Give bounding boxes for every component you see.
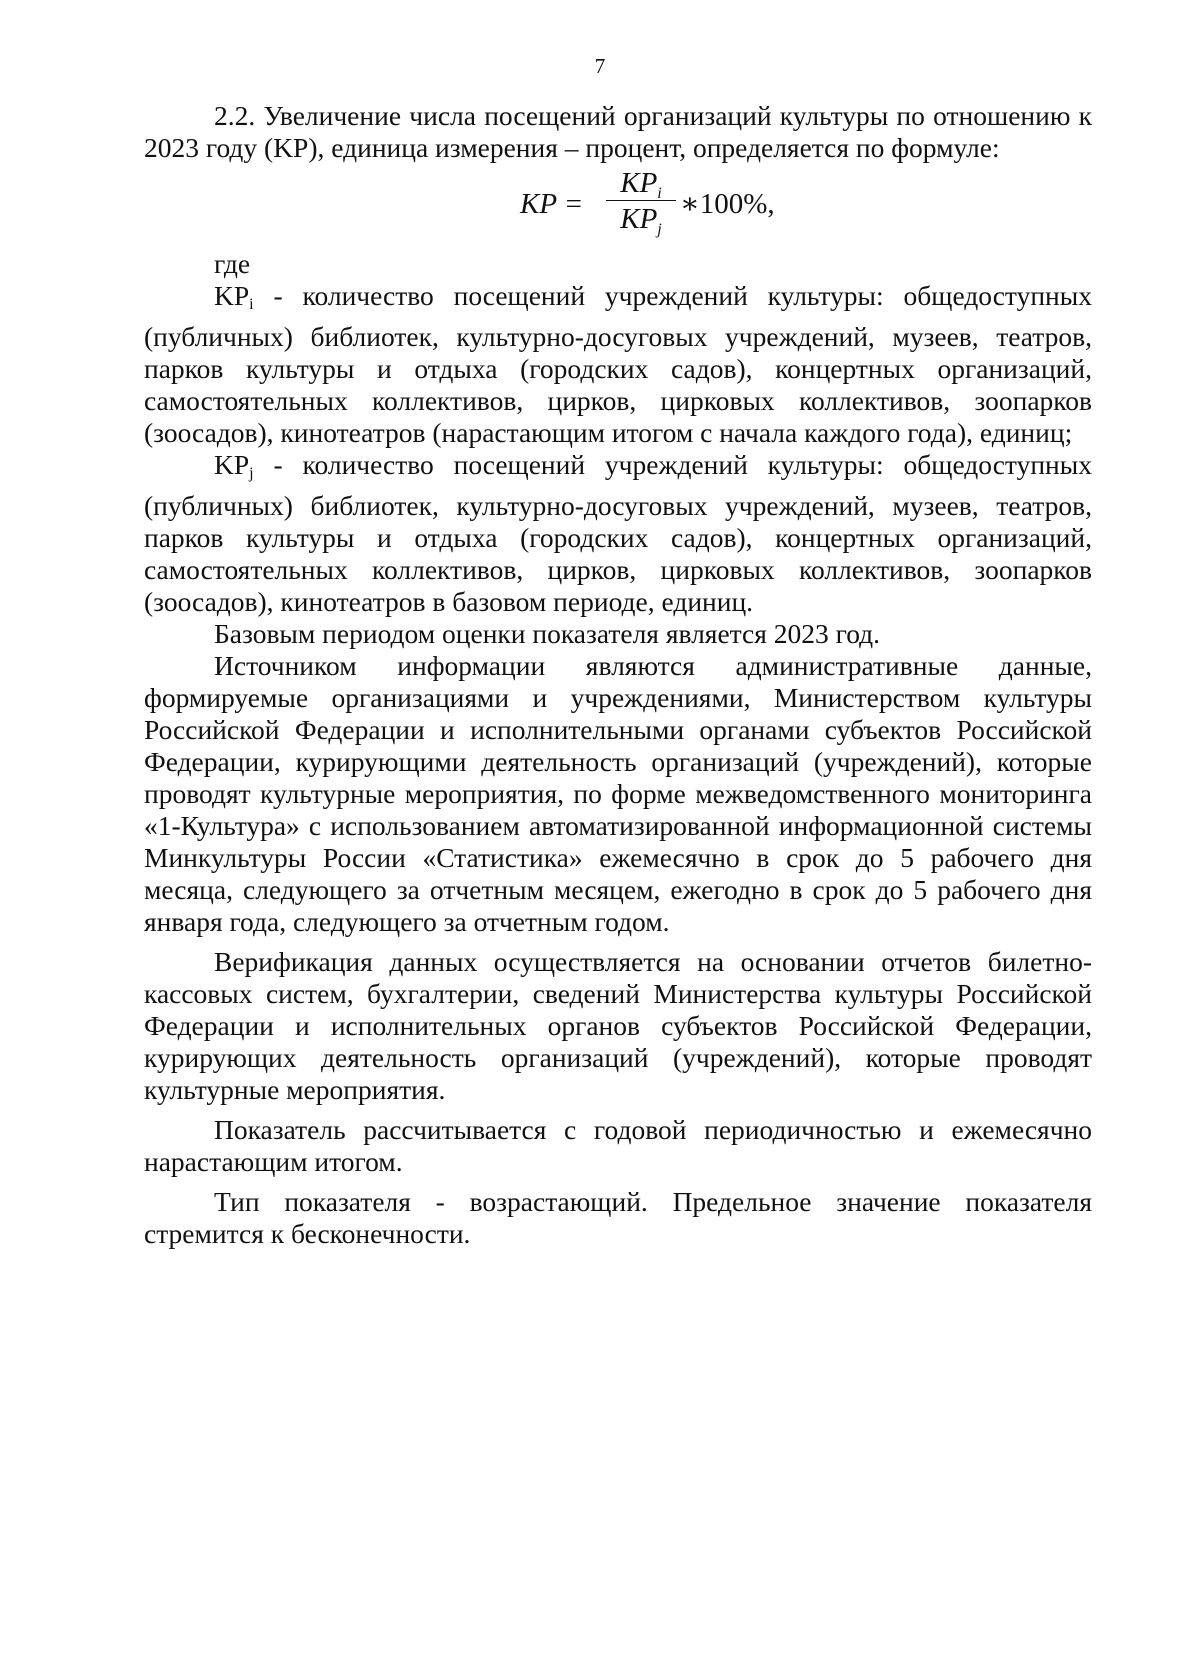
formula-denominator: $KP_j$ [620,203,662,238]
document-body [144,100,1092,1250]
formula-numerator: $KP_i$ [620,167,662,202]
indicator-type-paragraph: Тип показателя - возрастающий. Предельное значение показателя стремится к бесконечности. [144,1186,1092,1249]
formula-rhs: ∗100%, [680,188,775,220]
formula-fraction [606,166,676,237]
verification-paragraph: Верификация данных осуществляется на основании отчетов билетно-кассовых систем, бухгалтерии, сведений Министерства культуры Российской Федерации и исполнительных органов субъектов Российской Федерации, курирующих деятельность организаций (учреждений), которые проводят культурные мероприятия. [144,946,1092,1105]
source-paragraph: Источником информации являются административные данные, формируемые организациями и учреждениями, Министерством культуры Российской Федерации и исполнительными органами субъектов Российской Федерации, курирующими деятельность организаций (учреждений), которые проводят культурные мероприятия, по форме межведомственного мониторинга «1-Культура» с использованием автоматизированной информационной системы Минкультуры России «Статистика» ежемесячно в срок до 5 рабочего дня месяца, следующего за отчетным месяцем, ежегодно в срок до 5 рабочего дня января года, следующего за отчетным годом. [144,650,1092,937]
intro-paragraph: 2.2. Увеличение числа посещений организаций культуры по отношению к 2023 году (KP), единица измерения – процент, определяется по формуле: [144,100,1092,163]
kp-formula [144,166,1092,240]
periodicity-paragraph: Показатель рассчитывается с годовой периодичностью и ежемесячно нарастающим итогом. [144,1114,1092,1177]
definition-kpi: $KP_i$ - количество посещений учреждений культуры: общедоступных (публичных) библиотек, культурно-досуговых учреждений, музеев, театров, парков культуры и отдыха (городских садов), концертных организаций, самостоятельных коллективов, цирков, цирковых коллективов, зоопарков (зоосадов), кинотеатров (нарастающим итогом с начала каждого года), единиц; [144,280,1092,448]
formula-lhs: KP = [520,188,584,220]
page-number: 7 [594,54,606,78]
where-label: где [214,248,251,279]
definition-kpj: $KP_j$ - количество посещений учреждений культуры: общедоступных (публичных) библиотек, культурно-досуговых учреждений, музеев, театров, парков культуры и отдыха (городских садов), концертных организаций, самостоятельных коллективов, цирков, цирковых коллективов, зоопарков (зоосадов), кинотеатров в базовом периоде, единиц. [144,449,1092,617]
base-period-paragraph: Базовым периодом оценки показателя является 2023 год. [214,618,881,649]
